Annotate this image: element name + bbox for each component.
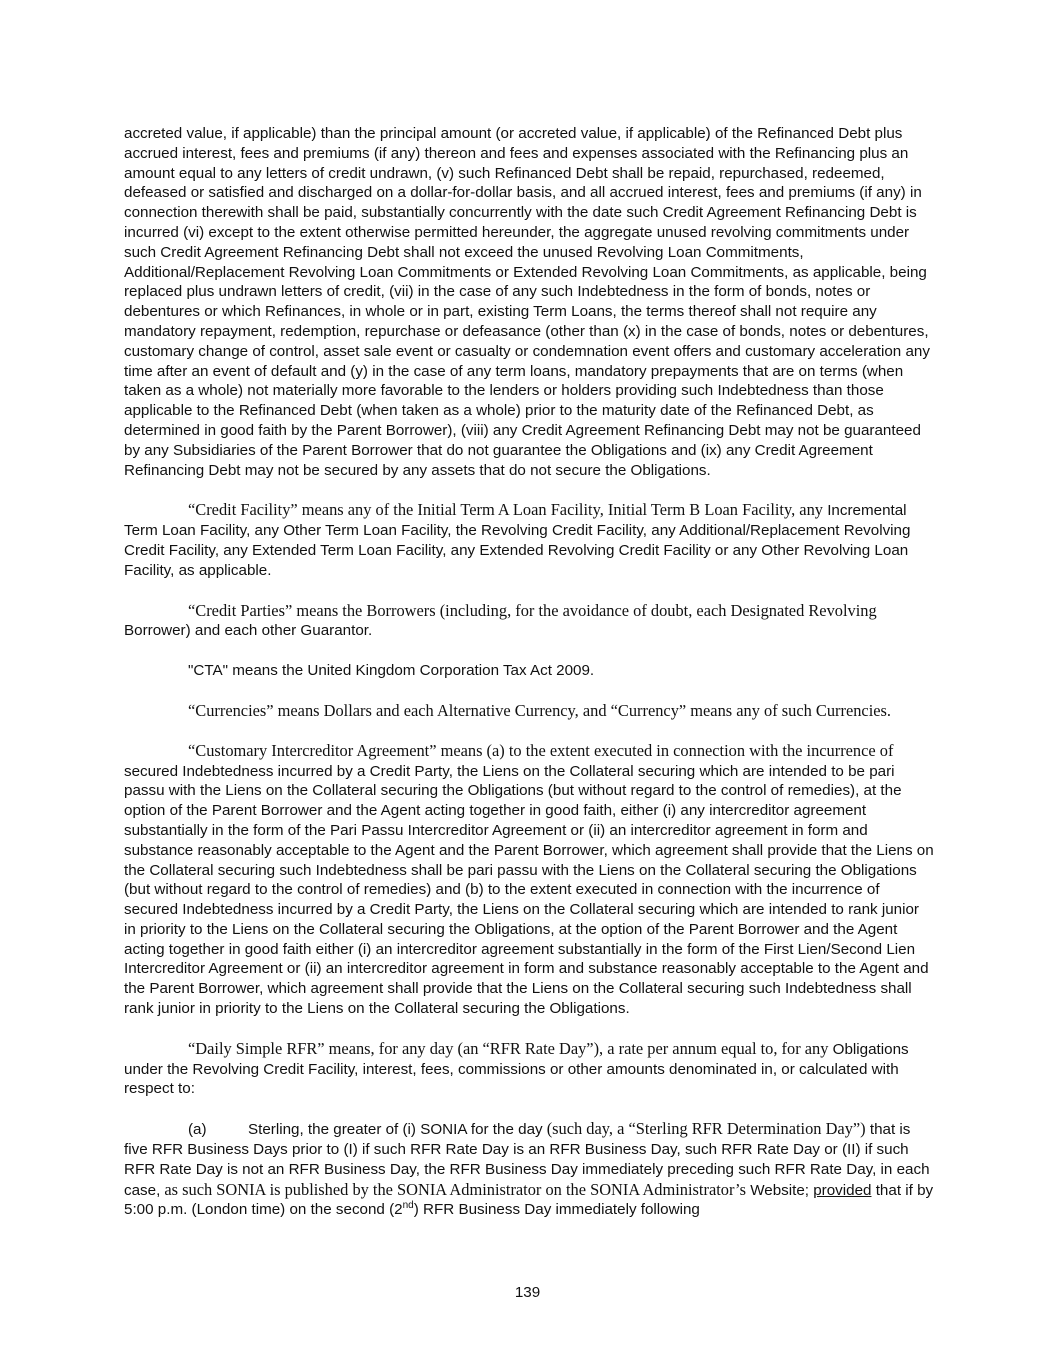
- definition-body: secured Indebtedness incurred by a Credit Party, the Liens on the Collateral securing which are intended to be pari passu with the Liens on the Collateral securing the Obligations (but without regard to the control of remedies), at the option of the Parent Borrower and the Agent acting together in good faith, either (i) any intercreditor agreement substantially in the form of the Pari Passu Intercreditor Agreement or (ii) an intercreditor agreement in form and substance reasonably acceptable to the Agent and the Parent Borrower, which agreement shall provide that the Liens on the Collateral securing such Indebtedness shall be pari passu with the Liens on the Collateral securing the Obligations (but without regard to the control of remedies) and (b) to the extent executed in connection with the incurrence of secured Indebtedness incurred by a Credit Party, the Liens on the Collateral securing which are intended to rank junior in priority to the Liens on the Collateral securing the Obligations, at the option of the Parent Borrower and the Agent acting together in good faith either (i) an intercreditor agreement substantially in the form of the First Lien/Second Lien Intercreditor Agreement or (ii) an intercreditor agreement in form and substance reasonably acceptable to the Agent and the Parent Borrower, which agreement shall provide that the Liens on the Collateral securing such Indebtedness shall rank junior in priority to the Liens on the Collateral securing the Obligations.: [124, 762, 934, 1018]
- clause-text: that if by 5:00 p.m. (London time) on the second (2: [124, 1181, 934, 1219]
- definition-cta: "CTA" means the United Kingdom Corporation Tax Act 2009.: [188, 662, 595, 680]
- clause-a-sterling: [124, 1119, 934, 1220]
- ordinal-superscript: nd: [402, 1200, 414, 1212]
- definition-body: Incremental Term Loan Facility, any Other Term Loan Facility, the Revolving Credit Facility, any Additional/Replacement Revolving Credit Facility, any Extended Term Loan Facility, any Extended Revolving Credit Facility or any Other Revolving Loan Facility, as applicable.: [124, 502, 911, 579]
- definition-lead: “Customary Intercreditor Agreement” means (a) to the extent executed in connection with the incurrence of: [188, 740, 894, 760]
- page-number: 139: [514, 1284, 541, 1301]
- definition-credit-parties: [124, 601, 934, 642]
- definition-customary-intercreditor-agreement: [124, 741, 934, 1019]
- clause-text-serif: as such SONIA is published by the SONIA Administrator on the SONIA Administrator’s: [160, 1179, 746, 1199]
- provided-term: provided: [813, 1181, 872, 1199]
- clause-text: Sterling, the greater of (i) SONIA for the day: [248, 1121, 543, 1139]
- clause-text: ) RFR Business Day immediately following: [413, 1201, 700, 1219]
- clause-label: (a): [188, 1121, 207, 1139]
- definition-lead: “Credit Facility” means any of the Initial Term A Loan Facility, Initial Term B Loan Facility, any: [188, 500, 823, 520]
- definition-daily-simple-rfr: [124, 1039, 934, 1099]
- definition-body: Obligations under the Revolving Credit Facility, interest, fees, commissions or other amounts denominated in, or calculated with respect to:: [124, 1040, 909, 1098]
- clause-text-serif: (such day, a “Sterling RFR Determination Day”): [542, 1119, 866, 1139]
- definition-body: Borrower) and each other Guarantor.: [124, 622, 373, 640]
- clause-text: Website;: [745, 1181, 814, 1199]
- definition-lead: “Daily Simple RFR” means, for any day (an “RFR Rate Day”), a rate per annum equal to, for any: [188, 1038, 829, 1058]
- page-body: [124, 124, 934, 1240]
- definition-lead: “Credit Parties” means the Borrowers (including, for the avoidance of doubt, each Designated Revolving: [188, 600, 877, 620]
- definition-credit-facility: [124, 500, 934, 580]
- definition-currencies: “Currencies” means Dollars and each Alternative Currency, and “Currency” means any of such Currencies.: [188, 700, 891, 720]
- paragraph-refinancing-debt-continued: accreted value, if applicable) than the principal amount (or accreted value, if applicable) of the Refinanced Debt plus accrued interest, fees and premiums (if any) thereon and fees and expenses associated with the Refinancing plus an amount equal to any letters of credit undrawn, (v) such Refinanced Debt shall be repaid, repurchased, redeemed, defeased or satisfied and discharged on a dollar-for-dollar basis, and all accrued interest, fees and premiums (if any) in connection therewith shall be paid, substantially concurrently with the date such Credit Agreement Refinancing Debt is incurred (vi) except to the extent otherwise permitted hereunder, the aggregate unused revolving commitments under such Credit Agreement Refinancing Debt shall not exceed the unused Revolving Loan Commitments, Additional/Replacement Revolving Loan Commitments or Extended Revolving Loan Commitments, as applicable, being replaced plus undrawn letters of credit, (vii) in the case of any such Indebtedness in the form of bonds, notes or debentures or which Refinances, in whole or in part, existing Term Loans, the terms thereof shall not require any mandatory repayment, redemption, repurchase or defeasance (other than (x) in the case of bonds, notes or debentures, customary change of control, asset sale event or casualty or condemnation event offers and customary acceleration any time after an event of default and (y) in the case of any term loans, mandatory prepayments that are on terms (when taken as a whole) not materially more favorable to the lenders or holders providing such Indebtedness than those applicable to the Refinanced Debt (when taken as a whole) prior to the maturity date of the Refinanced Debt, as determined in good faith by the Parent Borrower), (viii) any Credit Agreement Refinancing Debt may not be guaranteed by any Subsidiaries of the Parent Borrower that do not guarantee the Obligations and (ix) any Credit Agreement Refinancing Debt may not be secured by any assets that do not secure the Obligations.: [124, 125, 930, 479]
- clause-text: that is five RFR Business Days prior to (I) if such RFR Rate Day is an RFR Business Day, such RFR Rate Day or (II) if such RFR Rate Day is not an RFR Business Day, the RFR Business Day immediately preceding such RFR Rate Day, in each case,: [124, 1121, 930, 1199]
